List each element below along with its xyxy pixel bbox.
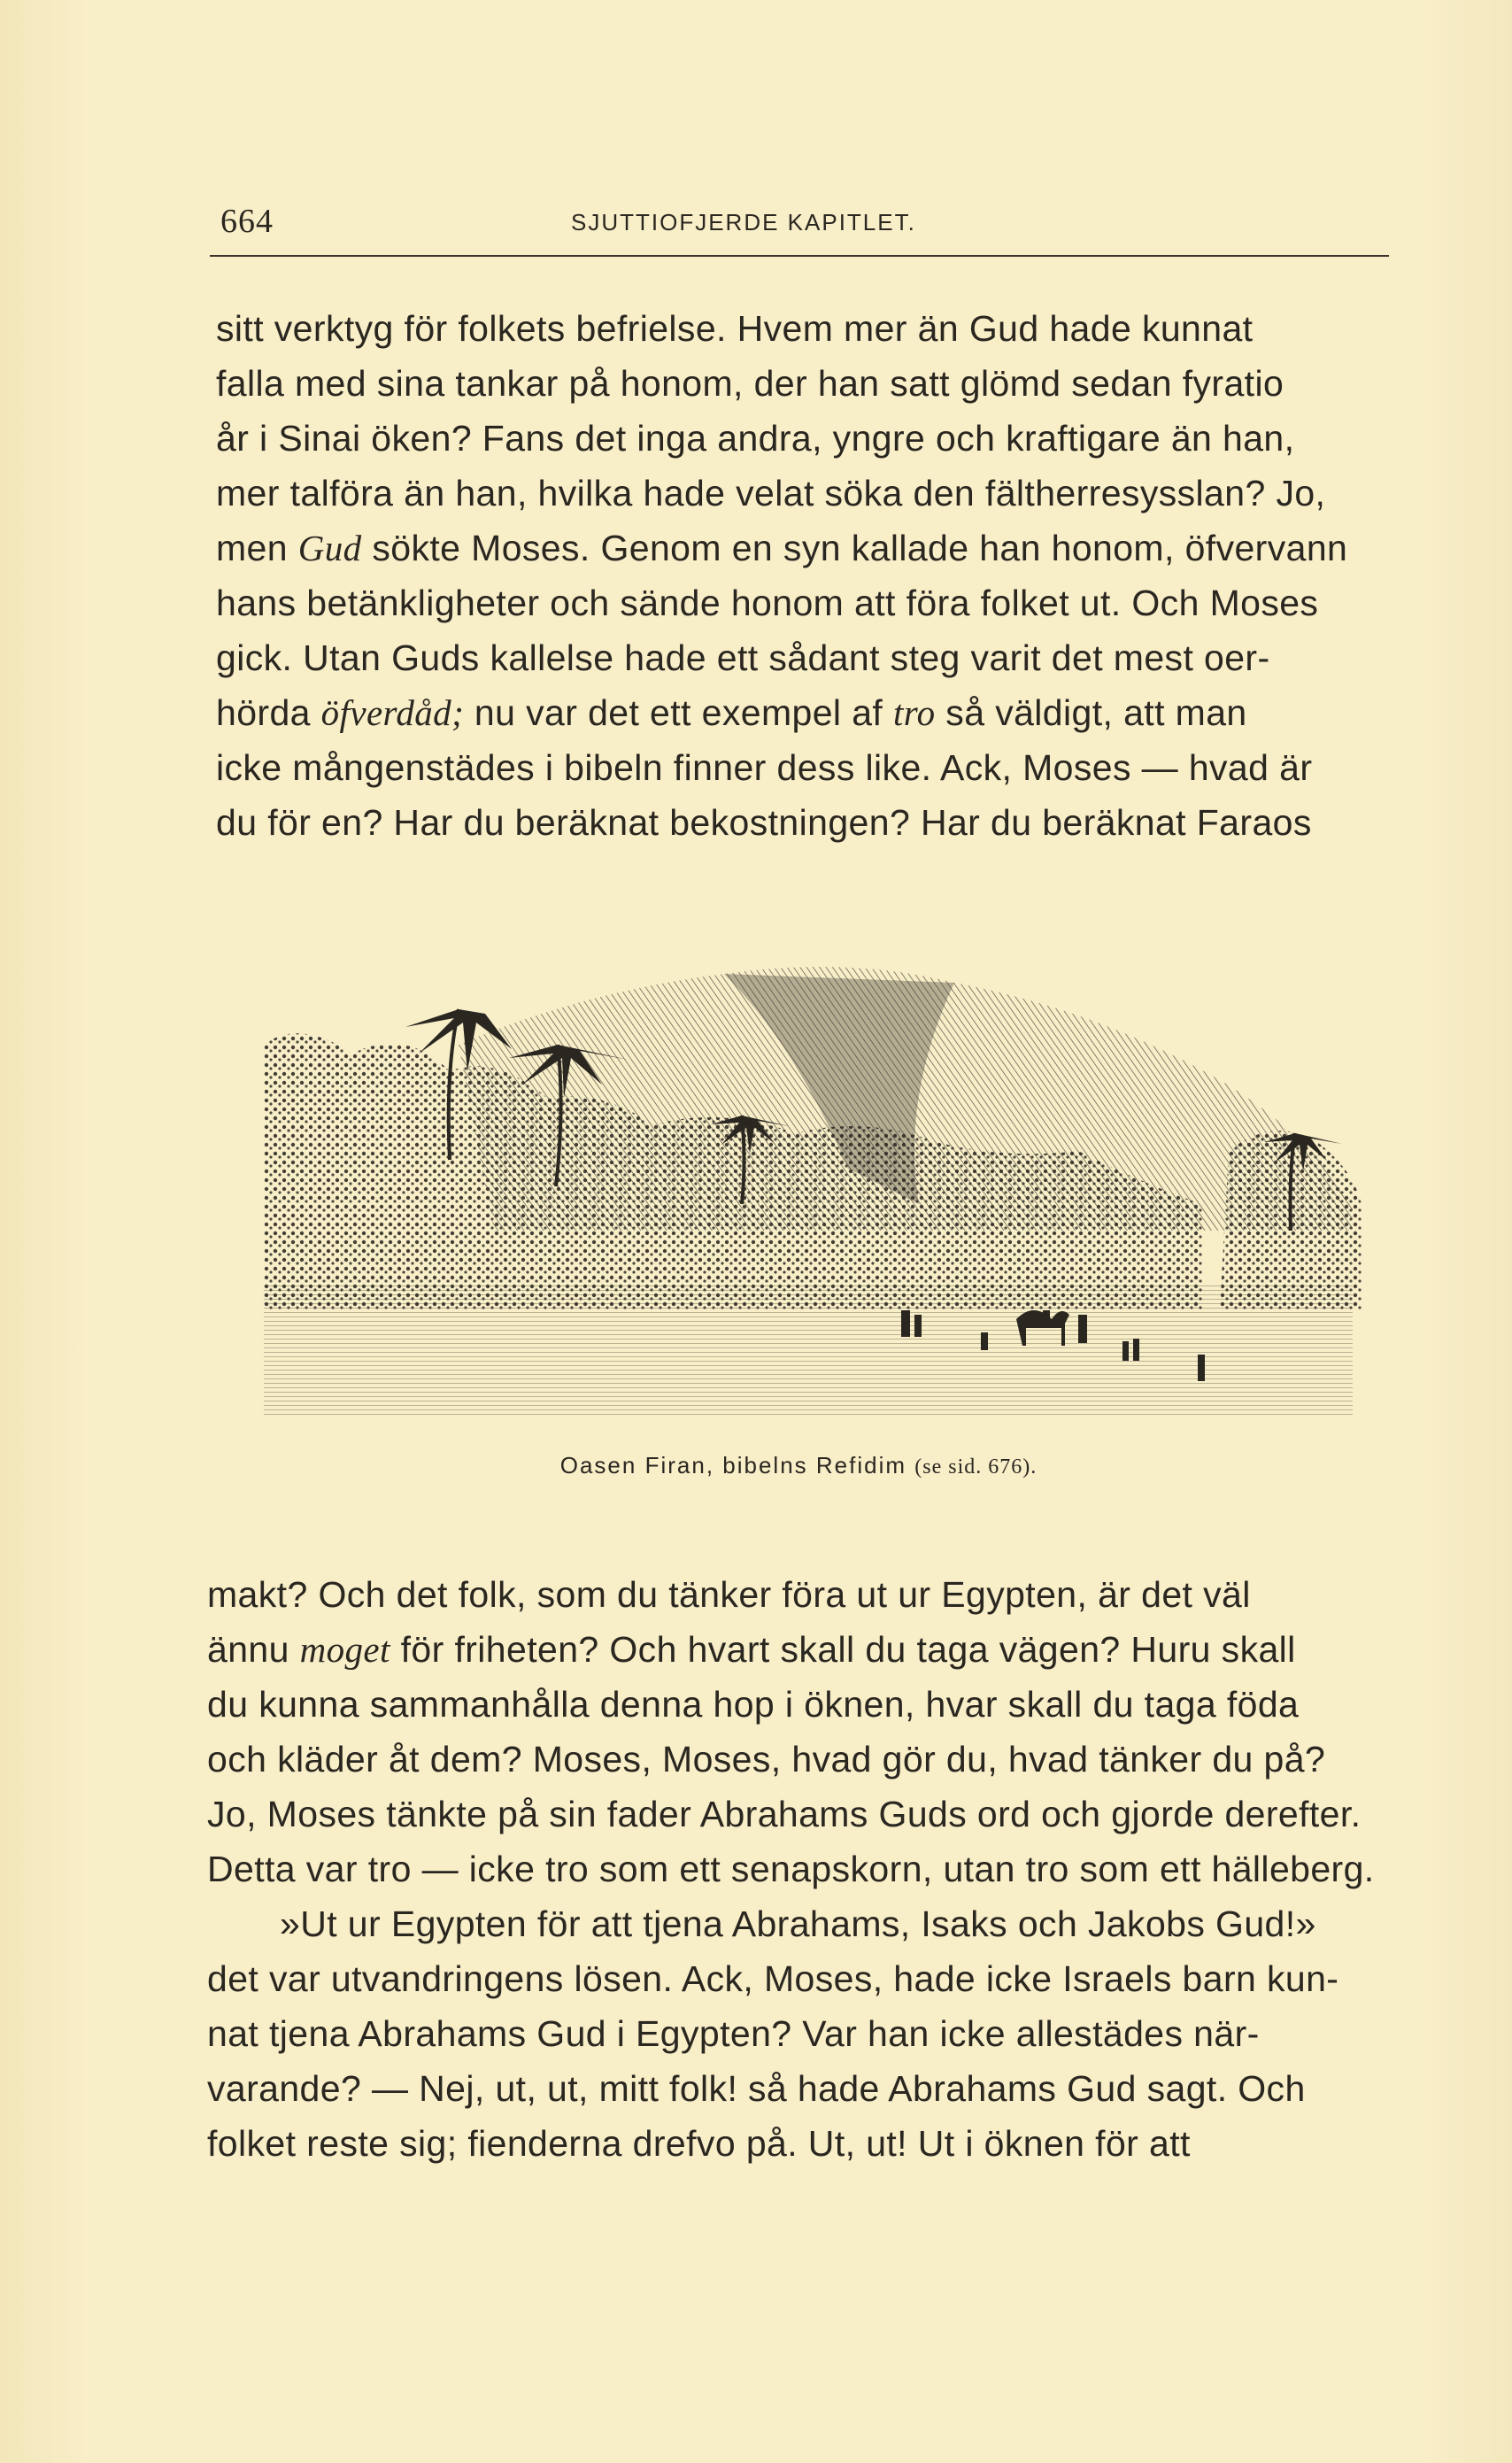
italic-word: tro [892,692,936,733]
text-line: icke mångenstädes i bibeln finner dess like. Ack, Moses — hvad är [216,747,1313,788]
engraving-illustration [228,938,1369,1417]
italic-word: moget [299,1629,390,1670]
text-line: mer talföra än han, hvilka hade velat söka den fältherresysslan? Jo, [216,473,1326,513]
page-number: 664 [220,203,274,240]
text-line: år i Sinai öken? Fans det inga andra, yngre och kraftigare än han, [216,418,1295,459]
caption-reference: (se sid. 676). [914,1455,1038,1479]
text-line: »Ut ur Egypten för att tjena Abrahams, Isaks och Jakobs Gud!» [280,1903,1316,1944]
header-rule [210,255,1389,257]
text-line: makt? Och det folk, som du tänker föra ut ur Egypten, är det väl [207,1574,1251,1615]
italic-word: Gud [297,528,362,568]
text-line: hörda öfverdåd; nu var det ett exempel af tro så väldigt, att man [216,692,1247,733]
text-line: Detta var tro — icke tro som ett senapskorn, utan tro som ett hälleberg. [207,1849,1375,1889]
text-line: hans betänkligheter och sände honom att föra folket ut. Och Moses [216,583,1319,623]
running-head: SJUTTIOFJERDE KAPITLET. [571,209,916,235]
paragraph-top [216,301,1392,850]
text-line: gick. Utan Guds kallelse hade ett sådant steg varit det mest oer- [216,637,1270,678]
text-line: du kunna sammanhålla denna hop i öknen, hvar skall du taga föda [207,1684,1300,1725]
text-line: du för en? Har du beräknat bekostningen? Har du beräknat Faraos [216,802,1312,843]
figure-caption [228,1452,1369,1479]
paragraph-bottom [207,1567,1376,2171]
text-line: sitt verktyg för folkets befrielse. Hvem mer än Gud hade kunnat [216,308,1254,349]
oasis-engraving [228,938,1369,1417]
italic-word: öfverdåd; [320,692,465,733]
text-line: ännu moget för friheten? Och hvart skall du taga vägen? Huru skall [207,1629,1296,1670]
caption-text: Oasen Firan, bibelns Refidim [559,1452,907,1479]
text-line: falla med sina tankar på honom, der han satt glömd sedan fyratio [216,363,1284,404]
text-line: det var utvandringens lösen. Ack, Moses, hade icke Israels barn kun- [207,1958,1339,1999]
text-line: folket reste sig; fienderna drefvo på. Ut, ut! Ut i öknen för att [207,2123,1191,2164]
page-header [210,197,1389,239]
text-line: och kläder åt dem? Moses, Moses, hvad gör du, hvad tänker du på? [207,1739,1326,1780]
text-line: men Gud sökte Moses. Genom en syn kallade han honom, öfvervann [216,528,1348,568]
text-line: Jo, Moses tänkte på sin fader Abrahams Guds ord och gjorde derefter. [207,1794,1362,1834]
text-line: varande? — Nej, ut, ut, mitt folk! så hade Abrahams Gud sagt. Och [207,2068,1306,2109]
text-line: nat tjena Abrahams Gud i Egypten? Var han icke allestädes när- [207,2013,1260,2054]
